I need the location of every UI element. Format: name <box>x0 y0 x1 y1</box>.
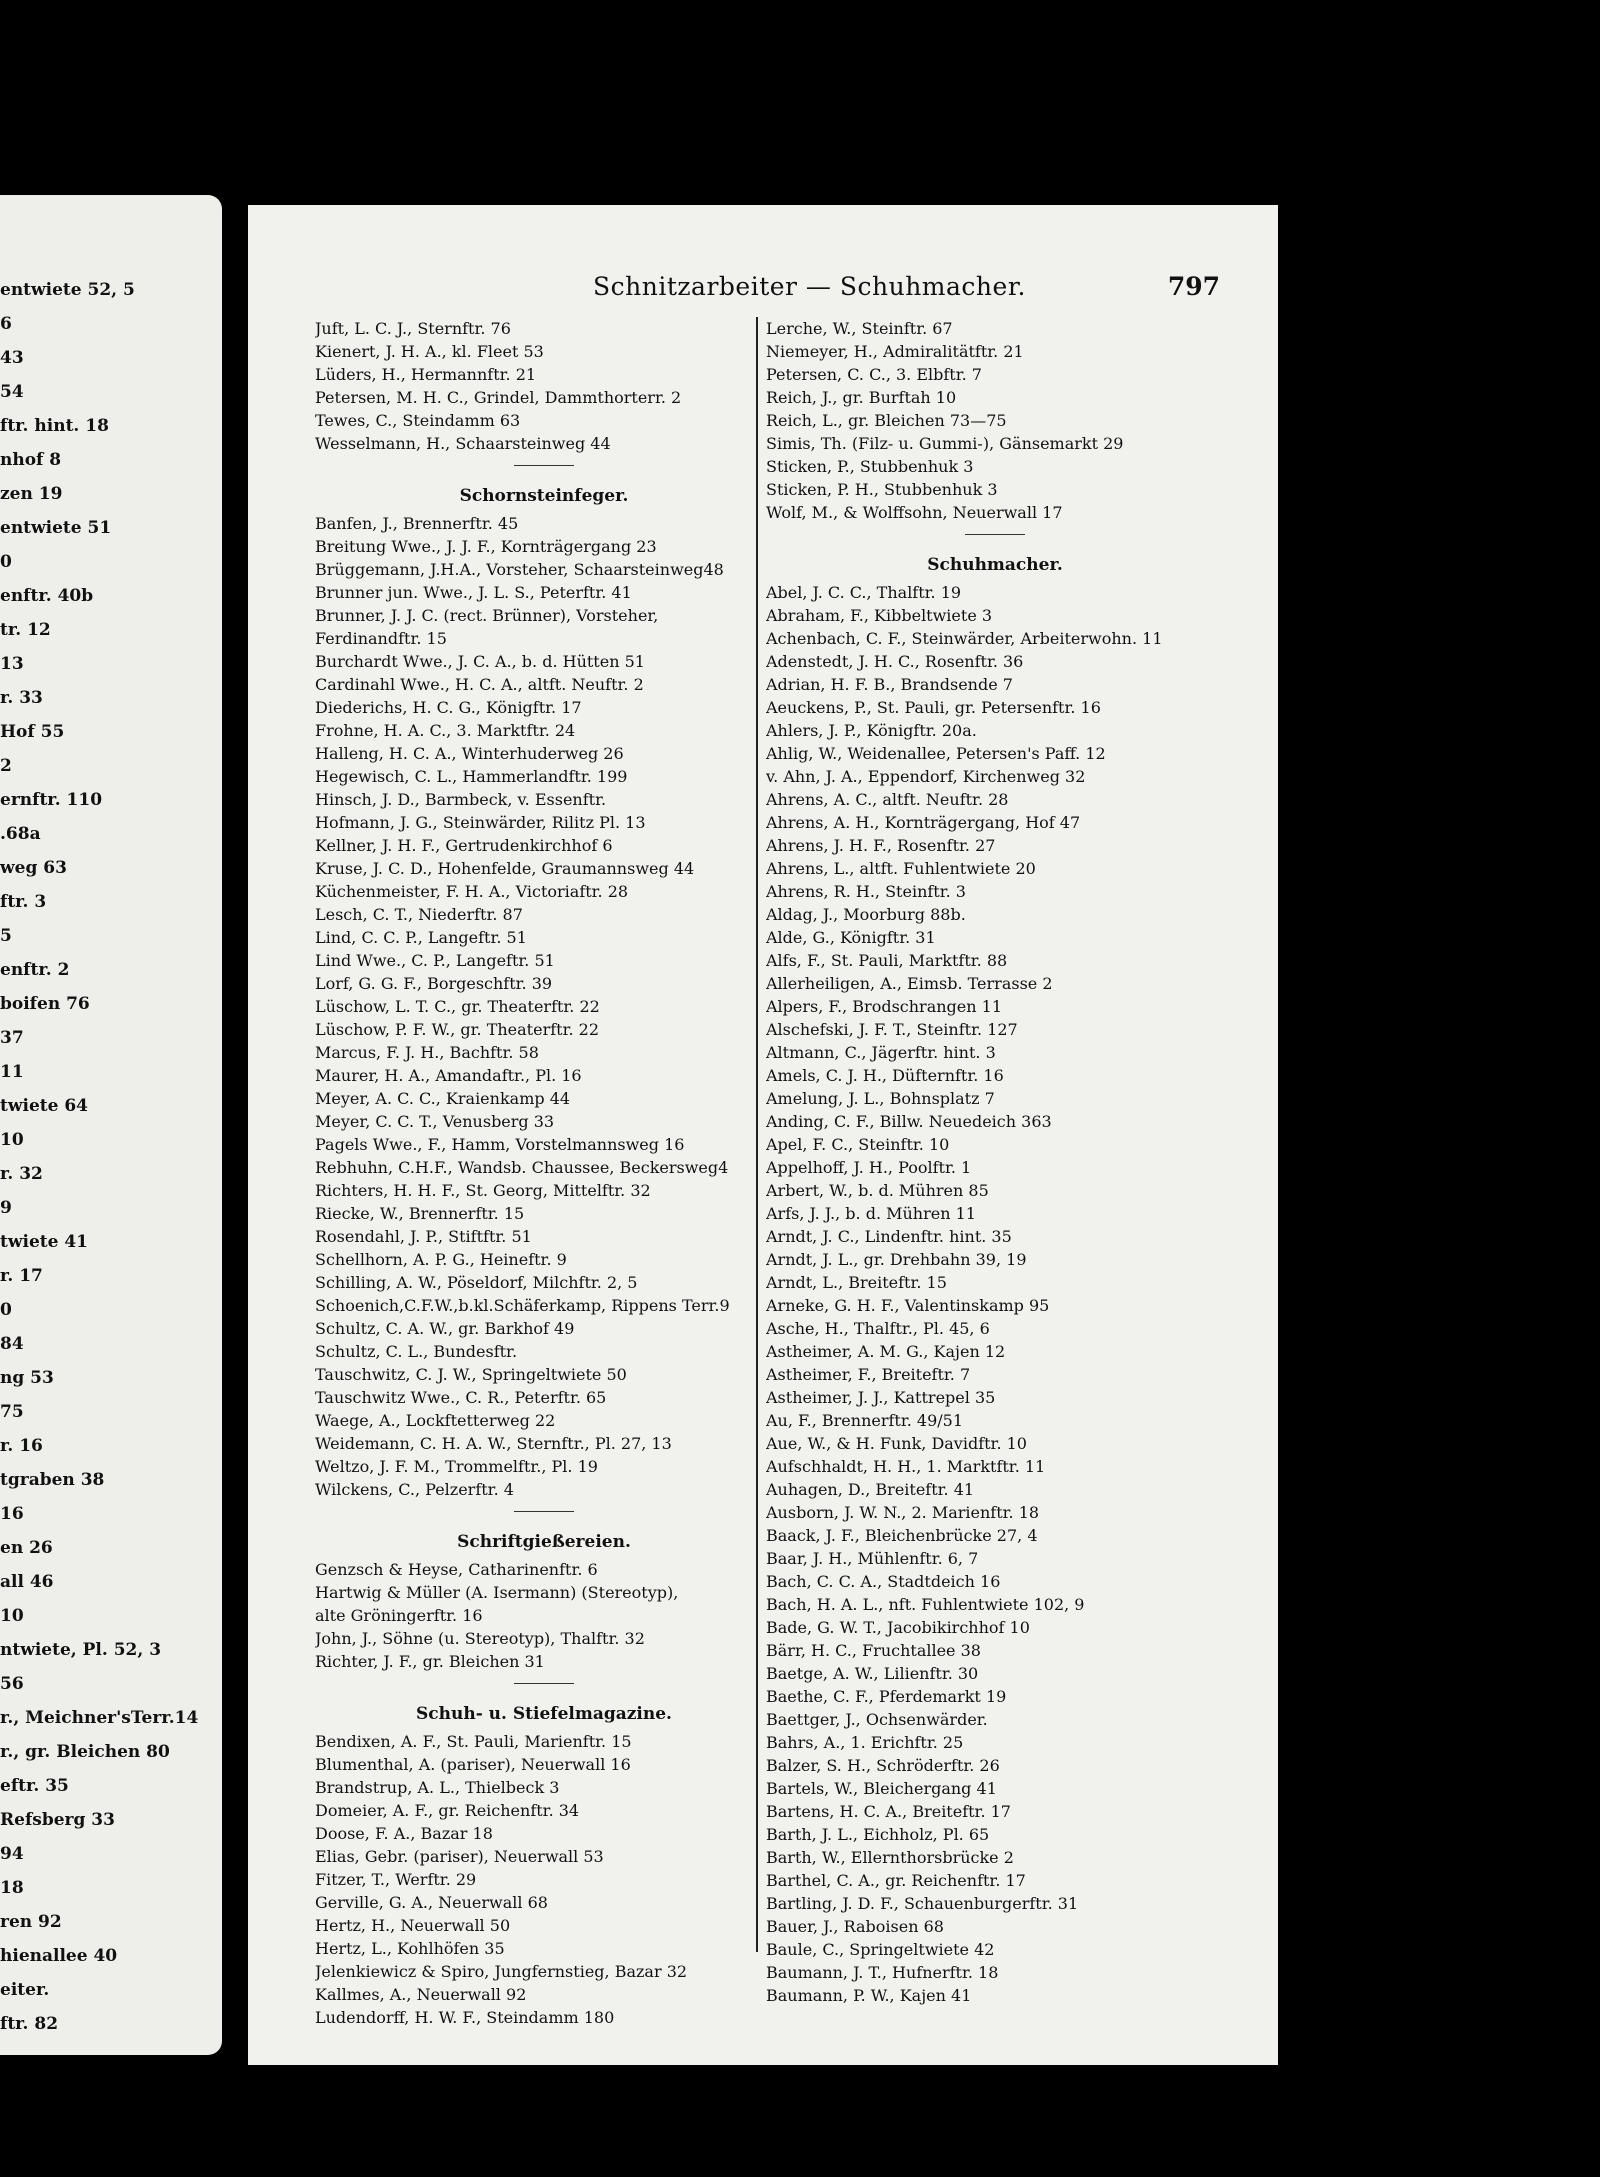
directory-entry: Rosendahl, J. P., Stiftftr. 51 <box>315 1227 532 1246</box>
directory-entry: Baethe, C. F., Pferdemarkt 19 <box>766 1687 1007 1706</box>
directory-entry: Hofmann, J. G., Steinwärder, Rilitz Pl. 13 <box>315 813 646 832</box>
directory-entry: Fitzer, T., Werftr. 29 <box>315 1870 477 1889</box>
directory-entry: Meyer, A. C. C., Kraienkamp 44 <box>315 1089 571 1108</box>
directory-entry: Kallmes, A., Neuerwall 92 <box>315 1985 527 2004</box>
directory-entry: Wilckens, C., Pelzerftr. 4 <box>315 1480 514 1499</box>
directory-entry: Juft, L. C. J., Sternftr. 76 <box>315 319 511 338</box>
directory-entry: Tauschwitz Wwe., C. R., Peterftr. 65 <box>315 1388 607 1407</box>
fragment-line: Refsberg 33 <box>0 1810 115 1830</box>
directory-entry: Weidemann, C. H. A. W., Sternftr., Pl. 27, 13 <box>315 1434 672 1453</box>
directory-entry: Küchenmeister, F. H. A., Victoriaftr. 28 <box>315 882 629 901</box>
directory-entry: Hertz, L., Kohlhöfen 35 <box>315 1939 505 1958</box>
fragment-line: 94 <box>0 1844 24 1864</box>
fragment-line: tgraben 38 <box>0 1470 105 1490</box>
fragment-line: 16 <box>0 1504 24 1524</box>
fragment-line: enftr. 2 <box>0 960 70 980</box>
directory-entry: Lerche, W., Steinftr. 67 <box>766 319 953 338</box>
directory-entry: Amelung, J. L., Bohnsplatz 7 <box>766 1089 995 1108</box>
directory-entry: Hartwig & Müller (A. Isermann) (Stereotyp), <box>315 1583 679 1602</box>
directory-entry: Lind, C. C. P., Langeftr. 51 <box>315 928 527 947</box>
directory-entry: Niemeyer, H., Admiralitätftr. 21 <box>766 342 1024 361</box>
fragment-line: ren 92 <box>0 1912 62 1932</box>
fragment-line: 37 <box>0 1028 24 1048</box>
directory-entry: Aufschhaldt, H. H., 1. Marktftr. 11 <box>766 1457 1046 1476</box>
fragment-line: 0 <box>0 1300 12 1320</box>
directory-entry: Lüschow, P. F. W., gr. Theaterftr. 22 <box>315 1020 599 1039</box>
fragment-line: 10 <box>0 1130 24 1150</box>
directory-entry: Kienert, J. H. A., kl. Fleet 53 <box>315 342 544 361</box>
directory-entry: Schoenich,C.F.W.,b.kl.Schäferkamp, Rippens Terr.9 <box>315 1296 730 1315</box>
directory-entry: Balzer, S. H., Schröderftr. 26 <box>766 1756 1000 1775</box>
directory-entry: Elias, Gebr. (pariser), Neuerwall 53 <box>315 1847 604 1866</box>
directory-entry: Schultz, C. L., Bundesftr. <box>315 1342 518 1361</box>
directory-entry: Simis, Th. (Filz- u. Gummi-), Gänsemarkt 29 <box>766 434 1124 453</box>
directory-entry: Hegewisch, C. L., Hammerlandftr. 199 <box>315 767 628 786</box>
directory-entry: Abel, J. C. C., Thalftr. 19 <box>766 583 962 602</box>
directory-entry: Au, F., Brennerftr. 49/51 <box>766 1411 964 1430</box>
directory-entry: Baumann, J. T., Hufnerftr. 18 <box>766 1963 999 1982</box>
directory-entry: Riecke, W., Brennerftr. 15 <box>315 1204 525 1223</box>
fragment-line: r. 16 <box>0 1436 43 1456</box>
directory-entry: Schilling, A. W., Pöseldorf, Milchftr. 2, 5 <box>315 1273 638 1292</box>
fragment-line: 54 <box>0 382 24 402</box>
directory-entry: Brunner jun. Wwe., J. L. S., Peterftr. 41 <box>315 583 632 602</box>
directory-entry: Richter, J. F., gr. Bleichen 31 <box>315 1652 545 1671</box>
directory-entry: Waege, A., Lockftetterweg 22 <box>315 1411 556 1430</box>
directory-entry: Kellner, J. H. F., Gertrudenkirchhof 6 <box>315 836 613 855</box>
fragment-line: r., gr. Bleichen 80 <box>0 1742 170 1762</box>
directory-entry: Abraham, F., Kibbeltwiete 3 <box>766 606 993 625</box>
fragment-line: ntwiete, Pl. 52, 3 <box>0 1640 162 1660</box>
directory-entry: Achenbach, C. F., Steinwärder, Arbeiterwohn. 11 <box>766 629 1163 648</box>
section-heading: Schuh- u. Stiefelmagazine. <box>416 1704 672 1724</box>
directory-entry: Apel, F. C., Steinftr. 10 <box>766 1135 950 1154</box>
directory-entry: Ahrens, R. H., Steinftr. 3 <box>766 882 966 901</box>
fragment-line: 6 <box>0 314 12 334</box>
directory-entry: Brandstrup, A. L., Thielbeck 3 <box>315 1778 560 1797</box>
directory-entry: Adenstedt, J. H. C., Rosenftr. 36 <box>766 652 1024 671</box>
directory-entry: Bahrs, A., 1. Erichftr. 25 <box>766 1733 964 1752</box>
directory-entry: Allerheiligen, A., Eimsb. Terrasse 2 <box>766 974 1053 993</box>
directory-entry: Arndt, J. C., Lindenftr. hint. 35 <box>766 1227 1012 1246</box>
directory-entry: Hinsch, J. D., Barmbeck, v. Essenftr. <box>315 790 607 809</box>
directory-entry: Sticken, P., Stubbenhuk 3 <box>766 457 974 476</box>
fragment-line: 5 <box>0 926 12 946</box>
fragment-line: boifen 76 <box>0 994 90 1014</box>
directory-entry: Ahlig, W., Weidenallee, Petersen's Paff. 12 <box>766 744 1106 763</box>
directory-entry: Wolf, M., & Wolffsohn, Neuerwall 17 <box>766 503 1063 522</box>
directory-entry: Banfen, J., Brennerftr. 45 <box>315 514 519 533</box>
directory-entry: Ludendorff, H. W. F., Steindamm 180 <box>315 2008 615 2027</box>
fragment-line: ftr. 3 <box>0 892 47 912</box>
directory-entry: Arneke, G. H. F., Valentinskamp 95 <box>766 1296 1050 1315</box>
right-column <box>766 317 1224 2007</box>
directory-entry: Reich, J., gr. Burftah 10 <box>766 388 957 407</box>
directory-entry: alte Gröningerftr. 16 <box>315 1606 483 1625</box>
running-head-title: Schnitzarbeiter — Schuhmacher. <box>593 272 1026 301</box>
directory-entry: Blumenthal, A. (pariser), Neuerwall 16 <box>315 1755 631 1774</box>
directory-entry: Rebhuhn, C.H.F., Wandsb. Chaussee, Beckersweg4 <box>315 1158 729 1177</box>
page-number: 797 <box>1167 272 1220 301</box>
book-gutter <box>222 195 248 2055</box>
directory-entry: Diederichs, H. C. G., Königftr. 17 <box>315 698 582 717</box>
right-page <box>248 205 1278 2065</box>
directory-entry: Lorf, G. G. F., Borgeschftr. 39 <box>315 974 553 993</box>
directory-entry: Arbert, W., b. d. Mühren 85 <box>766 1181 989 1200</box>
fragment-line: 10 <box>0 1606 24 1626</box>
directory-entry: Reich, L., gr. Bleichen 73—75 <box>766 411 1007 430</box>
fragment-line: r. 17 <box>0 1266 43 1286</box>
fragment-line: 13 <box>0 654 24 674</box>
directory-entry: Tauschwitz, C. J. W., Springeltwiete 50 <box>315 1365 627 1384</box>
directory-entry: Arndt, J. L., gr. Drehbahn 39, 19 <box>766 1250 1027 1269</box>
directory-entry: Bach, C. C. A., Stadtdeich 16 <box>766 1572 1001 1591</box>
running-head <box>248 272 1278 306</box>
directory-entry: Petersen, M. H. C., Grindel, Dammthorterr. 2 <box>315 388 682 407</box>
directory-entry: Asche, H., Thalftr., Pl. 45, 6 <box>766 1319 990 1338</box>
directory-entry: Jelenkiewicz & Spiro, Jungfernstieg, Bazar 32 <box>315 1962 688 1981</box>
directory-entry: Altmann, C., Jägerftr. hint. 3 <box>766 1043 996 1062</box>
fragment-line: eftr. 35 <box>0 1776 69 1796</box>
fragment-line: enftr. 40b <box>0 586 94 606</box>
directory-entry: Astheimer, A. M. G., Kajen 12 <box>766 1342 1006 1361</box>
fragment-line: 0 <box>0 552 12 572</box>
directory-entry: Baack, J. F., Bleichenbrücke 27, 4 <box>766 1526 1038 1545</box>
directory-entry: Lesch, C. T., Niederftr. 87 <box>315 905 523 924</box>
fragment-line: 2 <box>0 756 12 776</box>
directory-entry: Ahrens, L., altft. Fuhlentwiete 20 <box>766 859 1036 878</box>
directory-entry: Adrian, H. F. B., Brandsende 7 <box>766 675 1013 694</box>
directory-entry: Brunner, J. J. C. (rect. Brünner), Vorsteher, <box>315 606 659 625</box>
fragment-line: r. 32 <box>0 1164 43 1184</box>
directory-entry: Alde, G., Königftr. 31 <box>766 928 936 947</box>
directory-entry: Bärr, H. C., Fruchtallee 38 <box>766 1641 981 1660</box>
section-heading: Schuhmacher. <box>927 555 1063 575</box>
fragment-line: en 26 <box>0 1538 53 1558</box>
directory-entry: Lüders, H., Hermannftr. 21 <box>315 365 537 384</box>
fragment-line: ftr. 82 <box>0 2014 59 2034</box>
directory-entry: Auhagen, D., Breiteftr. 41 <box>766 1480 975 1499</box>
section-heading: Schornsteinfeger. <box>459 486 629 506</box>
fragment-line: 75 <box>0 1402 24 1422</box>
fragment-line: twiete 64 <box>0 1096 89 1116</box>
left-column <box>315 317 773 2029</box>
fragment-line: all 46 <box>0 1572 54 1592</box>
directory-entry: Hertz, H., Neuerwall 50 <box>315 1916 511 1935</box>
directory-entry: Ausborn, J. W. N., 2. Marienftr. 18 <box>766 1503 1040 1522</box>
directory-entry: Alpers, F., Brodschrangen 11 <box>766 997 1002 1016</box>
fragment-line: ng 53 <box>0 1368 54 1388</box>
directory-entry: Arndt, L., Breiteftr. 15 <box>766 1273 947 1292</box>
directory-entry: Bauer, J., Raboisen 68 <box>766 1917 944 1936</box>
directory-entry: Halleng, H. C. A., Winterhuderweg 26 <box>315 744 624 763</box>
directory-entry: Bade, G. W. T., Jacobikirchhof 10 <box>766 1618 1030 1637</box>
directory-entry: Gerville, G. A., Neuerwall 68 <box>315 1893 548 1912</box>
directory-entry: Schultz, C. A. W., gr. Barkhof 49 <box>315 1319 575 1338</box>
directory-entry: Breitung Wwe., J. J. F., Kornträgergang 23 <box>315 537 657 556</box>
section-separator <box>514 1683 574 1684</box>
directory-entry: Bendixen, A. F., St. Pauli, Marienftr. 15 <box>315 1732 632 1751</box>
fragment-line: 43 <box>0 348 24 368</box>
fragment-line: tr. 12 <box>0 620 51 640</box>
fragment-line: r. 33 <box>0 688 43 708</box>
fragment-line: .68a <box>0 824 41 844</box>
directory-entry: Sticken, P. H., Stubbenhuk 3 <box>766 480 998 499</box>
directory-entry: Ahrens, A. H., Kornträgergang, Hof 47 <box>766 813 1081 832</box>
fragment-line: weg 63 <box>0 858 67 878</box>
directory-entry: Genzsch & Heyse, Catharinenftr. 6 <box>315 1560 598 1579</box>
directory-entry: Doose, F. A., Bazar 18 <box>315 1824 493 1843</box>
fragment-line: entwiete 51 <box>0 518 112 538</box>
section-separator <box>514 1511 574 1512</box>
fragment-line: hienallee 40 <box>0 1946 118 1966</box>
section-heading: Schriftgießereien. <box>457 1532 631 1552</box>
directory-entry: Burchardt Wwe., J. C. A., b. d. Hütten 51 <box>315 652 645 671</box>
directory-entry: Ahrens, J. H. F., Rosenftr. 27 <box>766 836 996 855</box>
directory-entry: Tewes, C., Steindamm 63 <box>315 411 521 430</box>
directory-entry: Baumann, P. W., Kajen 41 <box>766 1986 972 2005</box>
directory-entry: Brüggemann, J.H.A., Vorsteher, Schaarsteinweg48 <box>315 560 724 579</box>
fragment-line: entwiete 52, 5 <box>0 280 135 300</box>
directory-entry: Arfs, J. J., b. d. Mühren 11 <box>766 1204 976 1223</box>
directory-entry: Anding, C. F., Billw. Neuedeich 363 <box>766 1112 1052 1131</box>
fragment-line: 18 <box>0 1878 24 1898</box>
directory-entry: Astheimer, J. J., Kattrepel 35 <box>766 1388 996 1407</box>
directory-entry: Barth, J. L., Eichholz, Pl. 65 <box>766 1825 990 1844</box>
directory-entry: Aeuckens, P., St. Pauli, gr. Petersenftr. 16 <box>766 698 1101 717</box>
directory-entry: Schellhorn, A. P. G., Heineftr. 9 <box>315 1250 567 1269</box>
directory-entry: Frohne, H. A. C., 3. Marktftr. 24 <box>315 721 576 740</box>
fragment-line: 84 <box>0 1334 24 1354</box>
directory-entry: Pagels Wwe., F., Hamm, Vorstelmannsweg 16 <box>315 1135 685 1154</box>
fragment-line: ernftr. 110 <box>0 790 103 810</box>
directory-entry: Kruse, J. C. D., Hohenfelde, Graumannsweg 44 <box>315 859 695 878</box>
directory-entry: Baule, C., Springeltwiete 42 <box>766 1940 995 1959</box>
fragment-line: 9 <box>0 1198 12 1218</box>
fragment-line: nhof 8 <box>0 450 62 470</box>
directory-entry: Amels, C. J. H., Düfternftr. 16 <box>766 1066 1004 1085</box>
fragment-line: Hof 55 <box>0 722 65 742</box>
directory-entry: Alfs, F., St. Pauli, Marktftr. 88 <box>766 951 1008 970</box>
directory-entry: Cardinahl Wwe., H. C. A., altft. Neuftr. 2 <box>315 675 644 694</box>
directory-entry: v. Ahn, J. A., Eppendorf, Kirchenweg 32 <box>766 767 1086 786</box>
fragment-line: 56 <box>0 1674 24 1694</box>
fragment-line: 11 <box>0 1062 24 1082</box>
directory-entry: Maurer, H. A., Amandaftr., Pl. 16 <box>315 1066 582 1085</box>
directory-entry: Marcus, F. J. H., Bachftr. 58 <box>315 1043 539 1062</box>
directory-entry: Bartens, H. C. A., Breiteftr. 17 <box>766 1802 1011 1821</box>
fragment-line: ftr. hint. 18 <box>0 416 109 436</box>
directory-entry: John, J., Söhne (u. Stereotyp), Thalftr. 32 <box>315 1629 645 1648</box>
directory-entry: Ahrens, A. C., altft. Neuftr. 28 <box>766 790 1009 809</box>
fragment-line: zen 19 <box>0 484 63 504</box>
directory-entry: Astheimer, F., Breiteftr. 7 <box>766 1365 971 1384</box>
directory-entry: Bartels, W., Bleichergang 41 <box>766 1779 997 1798</box>
section-separator <box>965 534 1025 535</box>
directory-entry: Wesselmann, H., Schaarsteinweg 44 <box>315 434 611 453</box>
directory-entry: Barthel, C. A., gr. Reichenftr. 17 <box>766 1871 1026 1890</box>
directory-entry: Meyer, C. C. T., Venusberg 33 <box>315 1112 555 1131</box>
directory-entry: Baetge, A. W., Lilienftr. 30 <box>766 1664 979 1683</box>
directory-entry: Bach, H. A. L., nft. Fuhlentwiete 102, 9 <box>766 1595 1085 1614</box>
directory-entry: Lüschow, L. T. C., gr. Theaterftr. 22 <box>315 997 600 1016</box>
directory-entry: Ferdinandftr. 15 <box>315 629 447 648</box>
directory-entry: Weltzo, J. F. M., Trommelftr., Pl. 19 <box>315 1457 598 1476</box>
directory-entry: Lind Wwe., C. P., Langeftr. 51 <box>315 951 555 970</box>
fragment-line: twiete 41 <box>0 1232 89 1252</box>
directory-entry: Ahlers, J. P., Königftr. 20a. <box>766 721 977 740</box>
directory-entry: Baettger, J., Ochsenwärder. <box>766 1710 988 1729</box>
directory-entry: Baar, J. H., Mühlenftr. 6, 7 <box>766 1549 979 1568</box>
directory-entry: Appelhoff, J. H., Poolftr. 1 <box>766 1158 972 1177</box>
directory-entry: Bartling, J. D. F., Schauenburgerftr. 31 <box>766 1894 1079 1913</box>
fragment-line: eiter. <box>0 1980 50 2000</box>
directory-entry: Domeier, A. F., gr. Reichenftr. 34 <box>315 1801 580 1820</box>
directory-entry: Alschefski, J. F. T., Steinftr. 127 <box>766 1020 1018 1039</box>
directory-entry: Petersen, C. C., 3. Elbftr. 7 <box>766 365 982 384</box>
directory-entry: Barth, W., Ellernthorsbrücke 2 <box>766 1848 1014 1867</box>
directory-entry: Aldag, J., Moorburg 88b. <box>766 905 966 924</box>
fragment-line: r., Meichner'sTerr.14 <box>0 1708 199 1728</box>
directory-entry: Richters, H. H. F., St. Georg, Mittelftr. 32 <box>315 1181 651 1200</box>
column-divider <box>756 317 758 1952</box>
left-page <box>0 195 222 2055</box>
section-separator <box>514 465 574 466</box>
directory-entry: Aue, W., & H. Funk, Davidftr. 10 <box>766 1434 1027 1453</box>
